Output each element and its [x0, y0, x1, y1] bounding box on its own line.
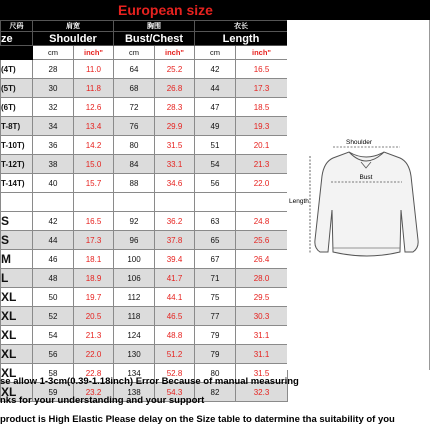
size-cell: T-12T)	[1, 155, 33, 174]
shoulder-inch-cell: 11.8	[74, 79, 114, 98]
table-row	[1, 117, 288, 136]
length-inch-cell: 26.4	[236, 250, 288, 269]
shoulder-cm-cell: 48	[33, 269, 74, 288]
length-cm-cell: 63	[195, 212, 236, 231]
bust-inch-cell: 36.2	[155, 212, 195, 231]
bust-inch-cell: 48.8	[155, 326, 195, 345]
header-cn-length: 衣长	[195, 21, 288, 32]
shoulder-inch-cell: 16.5	[74, 212, 114, 231]
spacer-cell	[155, 193, 195, 212]
length-cm-cell: 82	[195, 383, 236, 402]
header-row-units	[1, 46, 288, 60]
table-row	[1, 269, 288, 288]
length-inch-cell: 32.3	[236, 383, 288, 402]
bust-inch-cell: 51.2	[155, 345, 195, 364]
table-row	[1, 136, 288, 155]
table-row	[1, 174, 288, 193]
unit-bust-cm: cm	[114, 46, 155, 60]
bust-inch-cell: 52.8	[155, 364, 195, 383]
length-inch-cell: 31.5	[236, 364, 288, 383]
size-cell: XL	[1, 288, 33, 307]
size-table	[0, 20, 288, 402]
length-inch-cell: 24.8	[236, 212, 288, 231]
size-cell: XL	[1, 345, 33, 364]
sweater-diagram	[287, 20, 430, 370]
length-inch-cell: 16.5	[236, 60, 288, 79]
bust-inch-cell: 41.7	[155, 269, 195, 288]
table-row	[1, 231, 288, 250]
table-row	[1, 212, 288, 231]
bust-cm-cell: 88	[114, 174, 155, 193]
bust-cm-cell: 80	[114, 136, 155, 155]
shoulder-inch-cell: 21.3	[74, 326, 114, 345]
length-label: Length	[289, 198, 309, 205]
shoulder-cm-cell: 50	[33, 288, 74, 307]
shoulder-cm-cell: 34	[33, 117, 74, 136]
length-cm-cell: 42	[195, 60, 236, 79]
length-cm-cell: 65	[195, 231, 236, 250]
bust-cm-cell: 76	[114, 117, 155, 136]
header-length: Length	[195, 32, 288, 46]
bust-inch-cell: 34.6	[155, 174, 195, 193]
length-inch-cell: 31.1	[236, 326, 288, 345]
bust-cm-cell: 106	[114, 269, 155, 288]
table-row	[1, 79, 288, 98]
table-row	[1, 60, 288, 79]
length-inch-cell: 31.1	[236, 345, 288, 364]
length-inch-cell: 29.5	[236, 288, 288, 307]
shoulder-cm-cell: 58	[33, 364, 74, 383]
bust-cm-cell: 100	[114, 250, 155, 269]
size-cell: T-8T)	[1, 117, 33, 136]
length-inch-cell: 21.3	[236, 155, 288, 174]
header-shoulder: Shoulder	[33, 32, 114, 46]
table-row	[1, 288, 288, 307]
shoulder-cm-cell: 36	[33, 136, 74, 155]
size-cell: XL	[1, 364, 33, 383]
spacer-cell	[74, 193, 114, 212]
unit-size-blank	[1, 46, 33, 60]
length-inch-cell: 22.0	[236, 174, 288, 193]
table-row	[1, 326, 288, 345]
header-bust: Bust/Chest	[114, 32, 195, 46]
length-cm-cell: 54	[195, 155, 236, 174]
shoulder-cm-cell: 30	[33, 79, 74, 98]
shoulder-inch-cell: 17.3	[74, 231, 114, 250]
shoulder-cm-cell: 44	[33, 231, 74, 250]
size-cell: L	[1, 269, 33, 288]
header-size: ze	[1, 32, 33, 46]
header-row-cn	[1, 21, 288, 32]
unit-length-inch: inch"	[236, 46, 288, 60]
shoulder-inch-cell: 14.2	[74, 136, 114, 155]
shoulder-cm-cell: 38	[33, 155, 74, 174]
size-cell: (4T)	[1, 60, 33, 79]
note-thanks: nks for your understanding and your support	[0, 395, 205, 406]
shoulder-cm-cell: 42	[33, 212, 74, 231]
shoulder-cm-cell: 40	[33, 174, 74, 193]
banner-title: European size	[118, 2, 213, 18]
length-cm-cell: 47	[195, 98, 236, 117]
size-cell: T-10T)	[1, 136, 33, 155]
shoulder-cm-cell: 54	[33, 326, 74, 345]
spacer-cell	[1, 193, 33, 212]
table-row	[1, 250, 288, 269]
shoulder-cm-cell: 52	[33, 307, 74, 326]
bust-inch-cell: 44.1	[155, 288, 195, 307]
length-cm-cell: 49	[195, 117, 236, 136]
bust-inch-cell: 25.2	[155, 60, 195, 79]
length-inch-cell: 30.3	[236, 307, 288, 326]
unit-shoulder-inch: inch"	[74, 46, 114, 60]
table-row	[1, 307, 288, 326]
length-cm-cell: 79	[195, 326, 236, 345]
sweater-diagram-svg	[287, 20, 430, 370]
length-inch-cell: 17.3	[236, 79, 288, 98]
shoulder-inch-cell: 15.0	[74, 155, 114, 174]
spacer-cell	[195, 193, 236, 212]
length-cm-cell: 75	[195, 288, 236, 307]
unit-length-cm: cm	[195, 46, 236, 60]
bust-cm-cell: 84	[114, 155, 155, 174]
bust-cm-cell: 130	[114, 345, 155, 364]
shoulder-cm-cell: 32	[33, 98, 74, 117]
table-row	[1, 155, 288, 174]
unit-bust-inch: inch"	[155, 46, 195, 60]
size-cell: XL	[1, 307, 33, 326]
bust-cm-cell: 134	[114, 364, 155, 383]
shoulder-label: Shoulder	[345, 139, 373, 146]
shoulder-cm-cell: 28	[33, 60, 74, 79]
bust-cm-cell: 96	[114, 231, 155, 250]
shoulder-cm-cell: 56	[33, 345, 74, 364]
notes-section	[0, 372, 430, 429]
bust-inch-cell: 29.9	[155, 117, 195, 136]
length-cm-cell: 44	[195, 79, 236, 98]
bust-inch-cell: 54.3	[155, 383, 195, 402]
length-cm-cell: 79	[195, 345, 236, 364]
bust-cm-cell: 112	[114, 288, 155, 307]
shoulder-inch-cell: 11.0	[74, 60, 114, 79]
spacer-cell	[236, 193, 288, 212]
shoulder-inch-cell: 18.9	[74, 269, 114, 288]
length-cm-cell: 71	[195, 269, 236, 288]
bust-inch-cell: 31.5	[155, 136, 195, 155]
length-cm-cell: 67	[195, 250, 236, 269]
bust-inch-cell: 26.8	[155, 79, 195, 98]
note-elastic: product is High Elastic Please delay on the Size table to datermine tha suitability of you	[0, 414, 395, 425]
size-cell: S	[1, 231, 33, 250]
table-row	[1, 98, 288, 117]
shoulder-inch-cell: 22.0	[74, 345, 114, 364]
shoulder-inch-cell: 22.8	[74, 364, 114, 383]
length-inch-cell: 25.6	[236, 231, 288, 250]
bust-cm-cell: 68	[114, 79, 155, 98]
size-cell: XL	[1, 383, 33, 402]
size-cell: (5T)	[1, 79, 33, 98]
bust-cm-cell: 64	[114, 60, 155, 79]
size-table-container	[0, 20, 287, 402]
bust-label: Bust	[359, 174, 373, 181]
size-cell: S	[1, 212, 33, 231]
length-cm-cell: 80	[195, 364, 236, 383]
bust-cm-cell: 124	[114, 326, 155, 345]
size-table-body	[1, 21, 288, 402]
bust-cm-cell: 138	[114, 383, 155, 402]
bust-inch-cell: 46.5	[155, 307, 195, 326]
bust-cm-cell: 118	[114, 307, 155, 326]
bust-inch-cell: 39.4	[155, 250, 195, 269]
length-cm-cell: 56	[195, 174, 236, 193]
length-inch-cell: 19.3	[236, 117, 288, 136]
shoulder-inch-cell: 12.6	[74, 98, 114, 117]
spacer-cell	[114, 193, 155, 212]
length-cm-cell: 77	[195, 307, 236, 326]
length-cm-cell: 51	[195, 136, 236, 155]
length-inch-cell: 18.5	[236, 98, 288, 117]
size-cell: XL	[1, 326, 33, 345]
header-cn-bust: 胸围	[114, 21, 195, 32]
table-row	[1, 345, 288, 364]
shoulder-inch-cell: 20.5	[74, 307, 114, 326]
table-spacer-row	[1, 193, 288, 212]
unit-shoulder-cm: cm	[33, 46, 74, 60]
size-chart-banner	[0, 0, 430, 20]
length-inch-cell: 28.0	[236, 269, 288, 288]
spacer-cell	[33, 193, 74, 212]
header-cn-shoulder: 肩宽	[33, 21, 114, 32]
bust-cm-cell: 92	[114, 212, 155, 231]
size-cell: M	[1, 250, 33, 269]
shoulder-cm-cell: 59	[33, 383, 74, 402]
shoulder-inch-cell: 15.7	[74, 174, 114, 193]
shoulder-inch-cell: 18.1	[74, 250, 114, 269]
bust-inch-cell: 33.1	[155, 155, 195, 174]
shoulder-inch-cell: 13.4	[74, 117, 114, 136]
size-cell: T-14T)	[1, 174, 33, 193]
bust-inch-cell: 28.3	[155, 98, 195, 117]
note-measurement-error: se allow 1-3cm(0.39-1.18inch) Error Because of manual measuring	[0, 376, 299, 387]
length-inch-cell: 20.1	[236, 136, 288, 155]
bust-inch-cell: 37.8	[155, 231, 195, 250]
header-row-en	[1, 32, 288, 46]
size-cell: (6T)	[1, 98, 33, 117]
shoulder-inch-cell: 19.7	[74, 288, 114, 307]
header-cn-size: 尺码	[1, 21, 33, 32]
bust-cm-cell: 72	[114, 98, 155, 117]
shoulder-cm-cell: 46	[33, 250, 74, 269]
shoulder-inch-cell: 23.2	[74, 383, 114, 402]
